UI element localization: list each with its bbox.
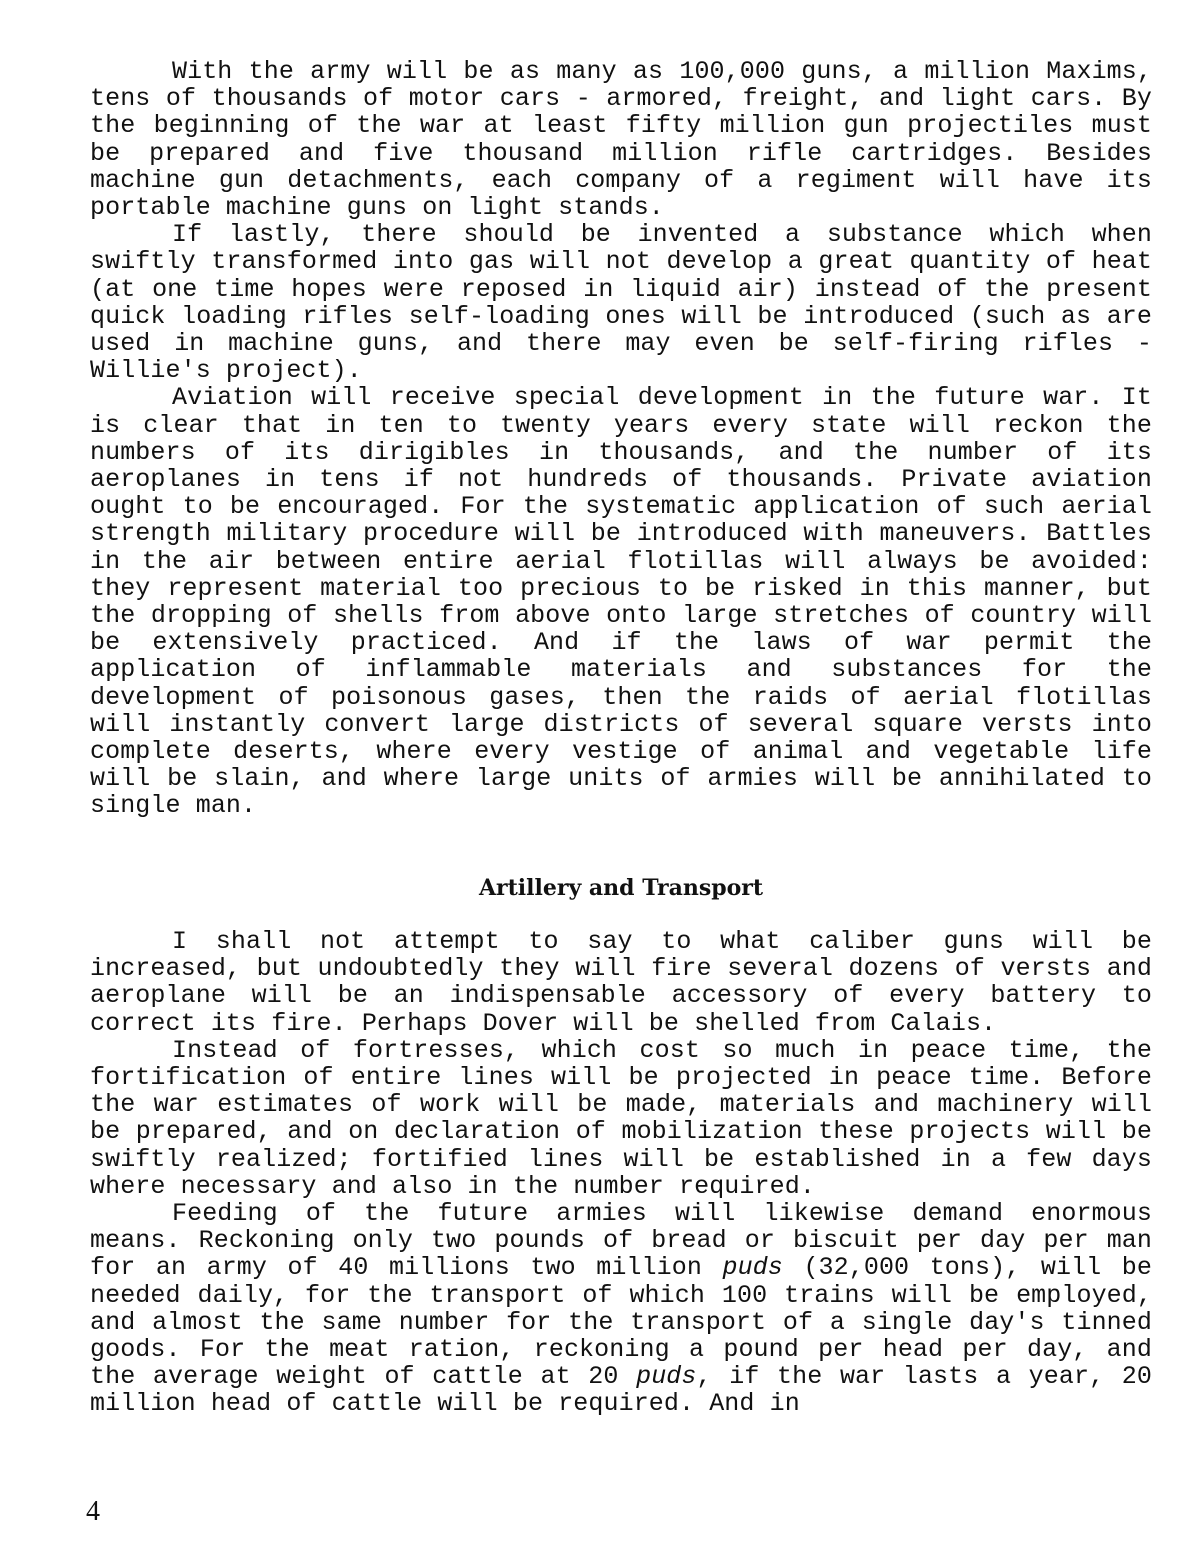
feeding-text-3: , if the war lasts a year, 20 million head of cattle will be required. And in <box>90 1362 1152 1419</box>
paragraph-fortification: Instead of fortresses, which cost so much in peace time, the fortification of entire lines will be projected in peace time. Before the war estimates of work will be made, materials and machinery will be prepared, and on declaration of mobilization these projects will be swiftly realized; fortified lines will be established in a few days where necessary and also in the number required. <box>90 1035 1152 1201</box>
feeding-italic-2: puds <box>636 1362 697 1392</box>
feeding-italic-1: puds <box>722 1253 783 1283</box>
paragraph-artillery: I shall not attempt to say to what caliber guns will be increased, but undoubtedly they will fire several dozens of versts and aeroplane will be an indispensable accessory of every battery to correct its fire. Perhaps Dover will be shelled from Calais. <box>90 927 1152 1038</box>
feeding-text-1: Feeding of the future armies will likewise demand enormous means. Reckoning only two pounds of bread or biscuit per day per man for an army of 40 millions two million <box>90 1199 1152 1283</box>
paragraph-feeding <box>90 1200 1152 1418</box>
section-heading-wrap <box>90 875 1152 901</box>
paragraph-gas-rifles: If lastly, there should be invented a substance which when swiftly transformed into gas will not develop a great quantity of heat (at one time hopes were reposed in liquid air) instead of the present quick loading rifles self-loading ones will be introduced (such as are used in machine guns, and there may even be self-firing rifles - Willie's project). <box>90 220 1152 386</box>
paragraph-aviation: Aviation will receive special development in the future war. It is clear that in ten to twenty years every state will reckon the numbers of its dirigibles in thousands, and the number of its aeroplanes in tens if not hundreds of thousands. Private aviation ought to be encouraged. For the systematic application of such aerial strength military procedure will be introduced with maneuvers. Battles in the air between entire aerial flotillas will always be avoided: they represent material too precious to be risked in this manner, but the dropping of shells from above onto large stretches of country will be extensively practiced. And if the laws of war permit the application of inflammable materials and substances for the development of poisonous gases, then the raids of aerial flotillas will instantly convert large districts of several square versts into complete deserts, where every vestige of animal and vegetable life will be slain, and where large units of armies will be annihilated to single man. <box>90 383 1152 821</box>
paragraph-armaments: With the army will be as many as 100,000 guns, a million Maxims, tens of thousands of motor cars - armored, freight, and light cars. By the beginning of the war at least fifty million gun projectiles must be prepared and five thousand million rifle cartridges. Besides machine gun detachments, each company of a regiment will have its portable machine guns on light stands. <box>90 57 1152 223</box>
section-heading: Artillery and Transport <box>478 875 764 901</box>
section-1 <box>90 58 1152 820</box>
page-number: 4 <box>86 1496 100 1527</box>
section-2 <box>90 928 1152 1418</box>
feeding-text-2: (32,000 tons), will be needed daily, for the transport of which 100 trains will be employed, and almost the same number for the transport of a single day's tinned goods. For the meat ration, reckoning a pound per head per day, and the average weight of cattle at 20 <box>90 1253 1153 1392</box>
